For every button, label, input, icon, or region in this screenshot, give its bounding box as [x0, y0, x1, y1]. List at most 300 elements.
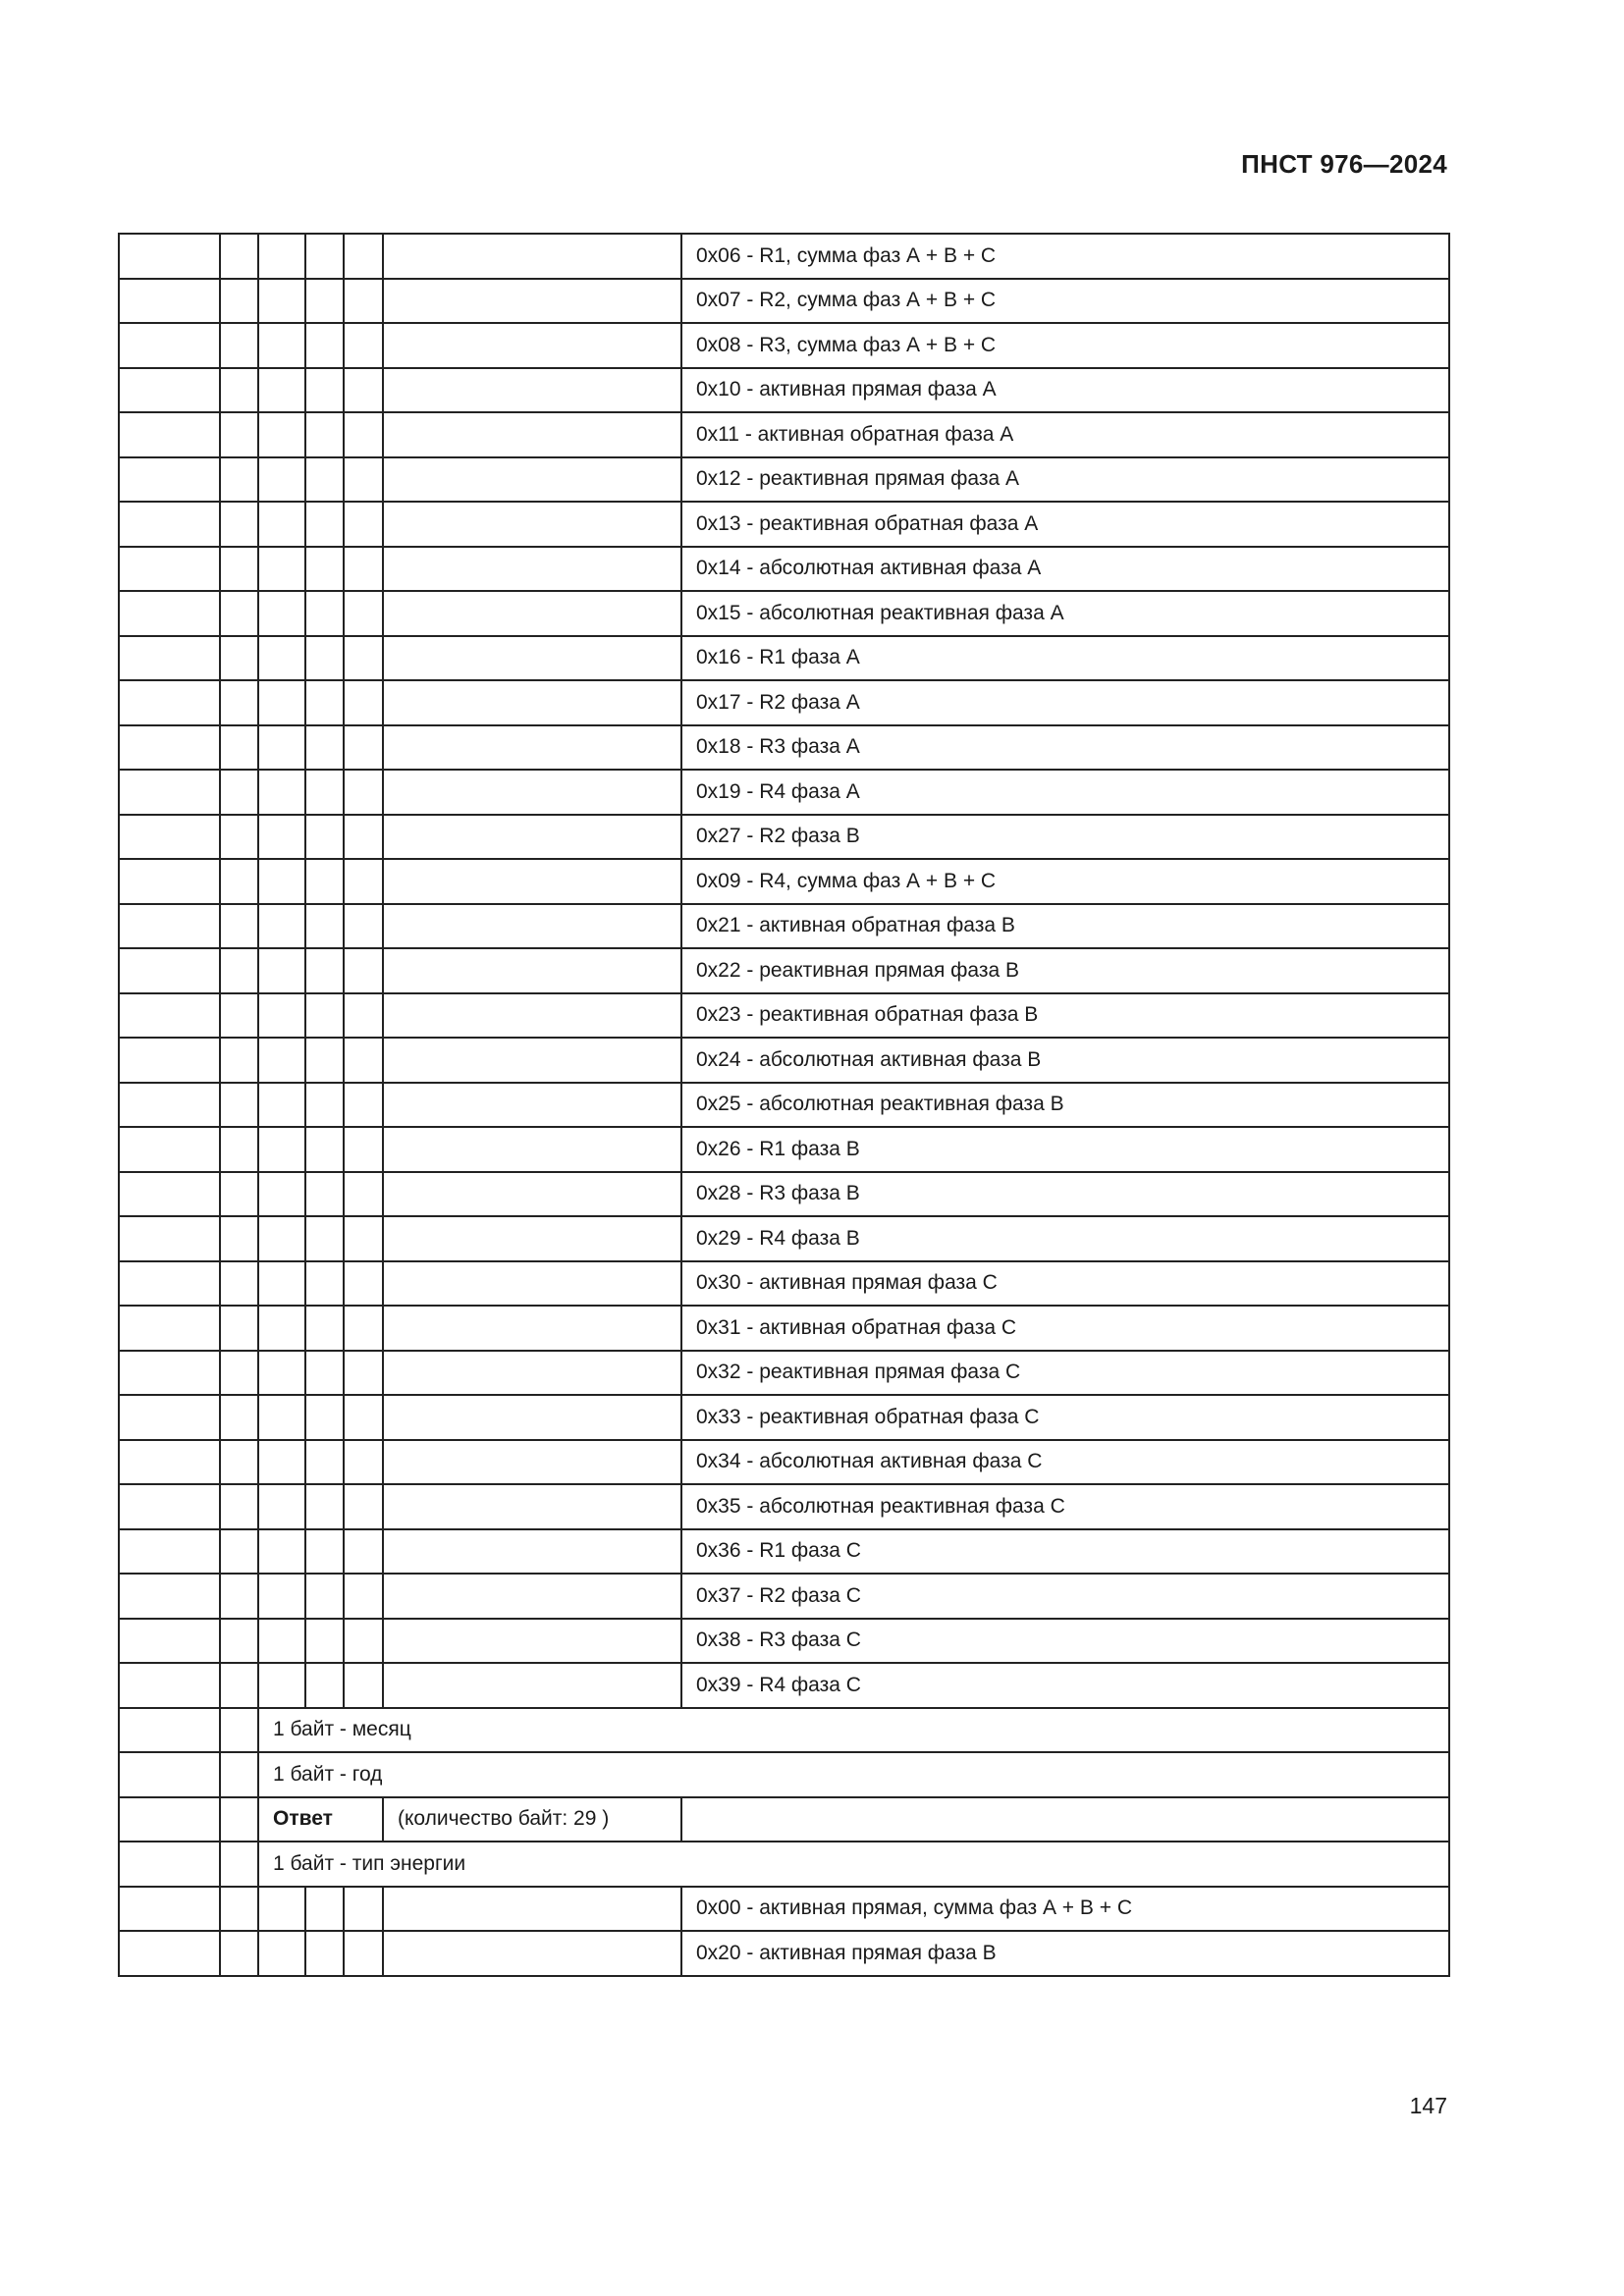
- code-description-cell: 0x38 - R3 фаза С: [681, 1619, 1449, 1664]
- table-row: [119, 815, 1449, 860]
- empty-cell: [258, 1306, 305, 1351]
- code-description-cell: 0x39 - R4 фаза С: [681, 1663, 1449, 1708]
- empty-cell: [258, 948, 305, 993]
- code-description-cell: 0x22 - реактивная прямая фаза В: [681, 948, 1449, 993]
- empty-cell: [344, 547, 383, 592]
- empty-cell: [119, 680, 220, 725]
- empty-cell: [258, 1172, 305, 1217]
- empty-cell: [383, 1887, 681, 1932]
- empty-cell: [305, 279, 344, 324]
- empty-cell: [305, 412, 344, 457]
- empty-cell: [220, 1663, 258, 1708]
- empty-cell: [344, 1172, 383, 1217]
- empty-cell: [258, 636, 305, 681]
- code-description-cell: 0x30 - активная прямая фаза С: [681, 1261, 1449, 1307]
- empty-cell: [119, 547, 220, 592]
- code-description-cell: 0x26 - R1 фаза В: [681, 1127, 1449, 1172]
- table-row: [119, 1083, 1449, 1128]
- empty-cell: [383, 547, 681, 592]
- empty-cell: [383, 815, 681, 860]
- empty-cell: [344, 1931, 383, 1976]
- table-row: [119, 636, 1449, 681]
- table-row: [119, 1752, 1449, 1797]
- empty-cell: [383, 457, 681, 503]
- table-row: [119, 234, 1449, 279]
- empty-cell: [119, 412, 220, 457]
- empty-cell: [119, 993, 220, 1039]
- table-row: [119, 725, 1449, 771]
- empty-cell: [220, 1172, 258, 1217]
- empty-cell: [258, 993, 305, 1039]
- empty-cell: [220, 279, 258, 324]
- empty-cell: [305, 1619, 344, 1664]
- empty-cell: [119, 1395, 220, 1440]
- empty-cell: [220, 1395, 258, 1440]
- table-row: [119, 1395, 1449, 1440]
- empty-cell: [258, 412, 305, 457]
- empty-cell: [220, 725, 258, 771]
- empty-cell: [220, 1529, 258, 1575]
- empty-cell: [305, 234, 344, 279]
- empty-cell: [220, 1797, 258, 1842]
- code-description-cell: 0x17 - R2 фаза А: [681, 680, 1449, 725]
- empty-cell: [258, 1395, 305, 1440]
- empty-cell: [344, 1529, 383, 1575]
- empty-cell: [119, 1708, 220, 1753]
- empty-cell: [119, 1306, 220, 1351]
- empty-cell: [119, 1931, 220, 1976]
- empty-cell: [258, 1484, 305, 1529]
- empty-cell: [220, 547, 258, 592]
- empty-cell: [344, 770, 383, 815]
- empty-cell: [344, 1574, 383, 1619]
- table-row: [119, 680, 1449, 725]
- code-description-cell: 0x00 - активная прямая, сумма фаз А + В + С: [681, 1887, 1449, 1932]
- empty-cell: [119, 859, 220, 904]
- empty-cell: [383, 1216, 681, 1261]
- empty-cell: [258, 1887, 305, 1932]
- code-description-cell: 0x35 - абсолютная реактивная фаза С: [681, 1484, 1449, 1529]
- table-row: [119, 1261, 1449, 1307]
- empty-cell: [258, 1574, 305, 1619]
- empty-cell: [119, 904, 220, 949]
- empty-cell: [344, 1887, 383, 1932]
- table-row: [119, 1708, 1449, 1753]
- code-description-cell: 0x32 - реактивная прямая фаза С: [681, 1351, 1449, 1396]
- empty-cell: [119, 1261, 220, 1307]
- empty-cell: [305, 815, 344, 860]
- empty-cell: [305, 1172, 344, 1217]
- code-description-cell: 0x12 - реактивная прямая фаза А: [681, 457, 1449, 503]
- empty-cell: [344, 636, 383, 681]
- empty-cell: [220, 457, 258, 503]
- table-row: [119, 547, 1449, 592]
- empty-cell: [305, 547, 344, 592]
- empty-cell: [119, 636, 220, 681]
- empty-cell: [220, 412, 258, 457]
- empty-cell: [258, 770, 305, 815]
- empty-cell: [258, 1038, 305, 1083]
- empty-cell: [344, 1038, 383, 1083]
- empty-cell: [305, 993, 344, 1039]
- code-description-cell: 0x10 - активная прямая фаза А: [681, 368, 1449, 413]
- empty-cell: [344, 993, 383, 1039]
- empty-cell: [305, 1395, 344, 1440]
- empty-cell: [220, 948, 258, 993]
- empty-cell: [305, 1529, 344, 1575]
- empty-cell: [344, 1440, 383, 1485]
- code-description-cell: 0x13 - реактивная обратная фаза А: [681, 502, 1449, 547]
- empty-cell: [258, 1440, 305, 1485]
- byte-month-cell: 1 байт - месяц: [258, 1708, 1449, 1753]
- empty-cell: [344, 1083, 383, 1128]
- document-header: ПНСТ 976—2024: [1241, 149, 1447, 179]
- empty-cell: [258, 1127, 305, 1172]
- code-description-cell: 0x34 - абсолютная активная фаза С: [681, 1440, 1449, 1485]
- empty-cell: [383, 234, 681, 279]
- empty-cell: [344, 904, 383, 949]
- empty-cell: [344, 323, 383, 368]
- empty-cell: [258, 904, 305, 949]
- empty-cell: [220, 1619, 258, 1664]
- empty-cell: [305, 502, 344, 547]
- code-description-cell: 0x07 - R2, сумма фаз А + В + С: [681, 279, 1449, 324]
- empty-cell: [220, 993, 258, 1039]
- empty-cell: [305, 1306, 344, 1351]
- table-row: [119, 1172, 1449, 1217]
- empty-cell: [258, 547, 305, 592]
- code-description-cell: 0x29 - R4 фаза В: [681, 1216, 1449, 1261]
- empty-cell: [383, 412, 681, 457]
- empty-cell: [383, 1484, 681, 1529]
- code-description-cell: 0x09 - R4, сумма фаз А + В + С: [681, 859, 1449, 904]
- table-row: [119, 1574, 1449, 1619]
- empty-cell: [383, 323, 681, 368]
- empty-cell: [344, 1619, 383, 1664]
- empty-cell: [344, 1261, 383, 1307]
- empty-cell: [344, 1484, 383, 1529]
- empty-cell: [344, 412, 383, 457]
- empty-cell: [383, 1306, 681, 1351]
- empty-cell: [258, 1351, 305, 1396]
- byte-energy-type-cell: 1 байт - тип энергии: [258, 1842, 1449, 1887]
- empty-cell: [344, 948, 383, 993]
- empty-cell: [344, 502, 383, 547]
- empty-cell: [119, 279, 220, 324]
- code-description-cell: 0x27 - R2 фаза В: [681, 815, 1449, 860]
- table-row: [119, 1351, 1449, 1396]
- empty-cell: [220, 1261, 258, 1307]
- empty-cell: [220, 1574, 258, 1619]
- empty-cell: [258, 323, 305, 368]
- empty-cell: [383, 591, 681, 636]
- empty-cell: [220, 1484, 258, 1529]
- empty-cell: [305, 591, 344, 636]
- table-row: [119, 1440, 1449, 1485]
- empty-cell: [383, 368, 681, 413]
- empty-cell: [119, 1887, 220, 1932]
- empty-cell: [383, 680, 681, 725]
- empty-cell: [119, 1663, 220, 1708]
- response-count-cell: (количество байт: 29 ): [383, 1797, 681, 1842]
- empty-cell: [119, 1083, 220, 1128]
- empty-cell: [383, 770, 681, 815]
- empty-cell: [305, 1083, 344, 1128]
- empty-cell: [305, 1127, 344, 1172]
- empty-cell: [344, 1395, 383, 1440]
- empty-cell: [258, 591, 305, 636]
- empty-cell: [119, 1574, 220, 1619]
- empty-cell: [344, 457, 383, 503]
- table-row: [119, 1216, 1449, 1261]
- empty-cell: [305, 725, 344, 771]
- code-description-cell: 0x16 - R1 фаза А: [681, 636, 1449, 681]
- empty-cell: [681, 1797, 1449, 1842]
- table-row: [119, 1931, 1449, 1976]
- empty-cell: [220, 1038, 258, 1083]
- code-description-cell: 0x25 - абсолютная реактивная фаза В: [681, 1083, 1449, 1128]
- empty-cell: [119, 770, 220, 815]
- empty-cell: [119, 1127, 220, 1172]
- empty-cell: [119, 591, 220, 636]
- empty-cell: [258, 1619, 305, 1664]
- empty-cell: [344, 725, 383, 771]
- empty-cell: [220, 770, 258, 815]
- empty-cell: [305, 904, 344, 949]
- empty-cell: [119, 1216, 220, 1261]
- code-description-cell: 0x15 - абсолютная реактивная фаза А: [681, 591, 1449, 636]
- empty-cell: [383, 993, 681, 1039]
- table-row: [119, 591, 1449, 636]
- code-description-cell: 0x36 - R1 фаза С: [681, 1529, 1449, 1575]
- empty-cell: [220, 1216, 258, 1261]
- empty-cell: [119, 1842, 220, 1887]
- empty-cell: [220, 1931, 258, 1976]
- empty-cell: [119, 1619, 220, 1664]
- table-row: [119, 457, 1449, 503]
- empty-cell: [220, 1752, 258, 1797]
- empty-cell: [305, 323, 344, 368]
- empty-cell: [383, 502, 681, 547]
- empty-cell: [119, 368, 220, 413]
- empty-cell: [305, 1574, 344, 1619]
- table-row: [119, 279, 1449, 324]
- empty-cell: [119, 323, 220, 368]
- code-description-cell: 0x19 - R4 фаза А: [681, 770, 1449, 815]
- empty-cell: [220, 591, 258, 636]
- empty-cell: [344, 1351, 383, 1396]
- empty-cell: [344, 279, 383, 324]
- table-row: [119, 502, 1449, 547]
- empty-cell: [258, 279, 305, 324]
- empty-cell: [383, 1529, 681, 1575]
- empty-cell: [383, 1038, 681, 1083]
- empty-cell: [383, 1351, 681, 1396]
- code-description-cell: 0x28 - R3 фаза В: [681, 1172, 1449, 1217]
- empty-cell: [258, 1931, 305, 1976]
- empty-cell: [383, 859, 681, 904]
- code-description-cell: 0x20 - активная прямая фаза В: [681, 1931, 1449, 1976]
- empty-cell: [305, 680, 344, 725]
- empty-cell: [258, 725, 305, 771]
- empty-cell: [344, 1306, 383, 1351]
- empty-cell: [383, 1574, 681, 1619]
- code-description-cell: 0x08 - R3, сумма фаз А + В + С: [681, 323, 1449, 368]
- empty-cell: [344, 1127, 383, 1172]
- code-description-cell: 0x14 - абсолютная активная фаза А: [681, 547, 1449, 592]
- table-row: [119, 412, 1449, 457]
- empty-cell: [119, 1351, 220, 1396]
- empty-cell: [383, 1440, 681, 1485]
- table-row: [119, 1529, 1449, 1575]
- empty-cell: [383, 279, 681, 324]
- table-row: [119, 1127, 1449, 1172]
- page-number: 147: [1409, 2093, 1447, 2118]
- table-row: [119, 770, 1449, 815]
- table-row: [119, 904, 1449, 949]
- table-row: [119, 1887, 1449, 1932]
- empty-cell: [344, 591, 383, 636]
- empty-cell: [220, 859, 258, 904]
- empty-cell: [305, 1484, 344, 1529]
- empty-cell: [258, 502, 305, 547]
- empty-cell: [383, 1619, 681, 1664]
- empty-cell: [305, 1216, 344, 1261]
- empty-cell: [119, 725, 220, 771]
- empty-cell: [258, 1216, 305, 1261]
- code-description-cell: 0x11 - активная обратная фаза А: [681, 412, 1449, 457]
- empty-cell: [220, 1708, 258, 1753]
- empty-cell: [220, 234, 258, 279]
- table-row: [119, 1306, 1449, 1351]
- empty-cell: [258, 859, 305, 904]
- table-row: [119, 1797, 1449, 1842]
- empty-cell: [344, 1663, 383, 1708]
- empty-cell: [220, 1083, 258, 1128]
- empty-cell: [119, 1038, 220, 1083]
- empty-cell: [119, 1797, 220, 1842]
- table-row: [119, 948, 1449, 993]
- empty-cell: [305, 1440, 344, 1485]
- empty-cell: [305, 948, 344, 993]
- empty-cell: [119, 1484, 220, 1529]
- empty-cell: [119, 234, 220, 279]
- empty-cell: [305, 636, 344, 681]
- table-row: [119, 1842, 1449, 1887]
- empty-cell: [305, 770, 344, 815]
- code-description-cell: 0x33 - реактивная обратная фаза С: [681, 1395, 1449, 1440]
- empty-cell: [305, 859, 344, 904]
- empty-cell: [383, 1127, 681, 1172]
- empty-cell: [383, 1261, 681, 1307]
- empty-cell: [220, 323, 258, 368]
- empty-cell: [258, 680, 305, 725]
- empty-cell: [220, 1887, 258, 1932]
- empty-cell: [383, 1083, 681, 1128]
- code-description-cell: 0x37 - R2 фаза С: [681, 1574, 1449, 1619]
- empty-cell: [220, 1842, 258, 1887]
- empty-cell: [305, 1663, 344, 1708]
- code-description-cell: 0x23 - реактивная обратная фаза В: [681, 993, 1449, 1039]
- table-row: [119, 1038, 1449, 1083]
- empty-cell: [305, 457, 344, 503]
- empty-cell: [258, 457, 305, 503]
- empty-cell: [305, 1261, 344, 1307]
- empty-cell: [383, 1663, 681, 1708]
- empty-cell: [119, 1440, 220, 1485]
- empty-cell: [305, 368, 344, 413]
- protocol-table: [118, 233, 1450, 1977]
- empty-cell: [383, 725, 681, 771]
- empty-cell: [344, 234, 383, 279]
- table-row: [119, 323, 1449, 368]
- empty-cell: [119, 502, 220, 547]
- table-row: [119, 368, 1449, 413]
- empty-cell: [119, 1529, 220, 1575]
- empty-cell: [220, 368, 258, 413]
- empty-cell: [344, 815, 383, 860]
- empty-cell: [220, 815, 258, 860]
- table-row: [119, 1663, 1449, 1708]
- empty-cell: [220, 502, 258, 547]
- empty-cell: [305, 1038, 344, 1083]
- empty-cell: [258, 368, 305, 413]
- empty-cell: [119, 815, 220, 860]
- table-row: [119, 993, 1449, 1039]
- code-description-cell: 0x31 - активная обратная фаза С: [681, 1306, 1449, 1351]
- code-description-cell: 0x24 - абсолютная активная фаза В: [681, 1038, 1449, 1083]
- empty-cell: [383, 948, 681, 993]
- empty-cell: [220, 1351, 258, 1396]
- empty-cell: [220, 1127, 258, 1172]
- empty-cell: [220, 636, 258, 681]
- table-row: [119, 1484, 1449, 1529]
- empty-cell: [119, 1752, 220, 1797]
- response-label-cell: Ответ: [258, 1797, 383, 1842]
- empty-cell: [383, 904, 681, 949]
- empty-cell: [258, 1261, 305, 1307]
- empty-cell: [344, 368, 383, 413]
- empty-cell: [383, 1931, 681, 1976]
- table-row: [119, 1619, 1449, 1664]
- empty-cell: [344, 859, 383, 904]
- empty-cell: [220, 680, 258, 725]
- empty-cell: [383, 636, 681, 681]
- empty-cell: [383, 1395, 681, 1440]
- empty-cell: [119, 948, 220, 993]
- empty-cell: [258, 1083, 305, 1128]
- empty-cell: [258, 815, 305, 860]
- empty-cell: [220, 1440, 258, 1485]
- empty-cell: [305, 1931, 344, 1976]
- empty-cell: [305, 1887, 344, 1932]
- empty-cell: [344, 680, 383, 725]
- empty-cell: [344, 1216, 383, 1261]
- code-description-cell: 0x06 - R1, сумма фаз А + В + С: [681, 234, 1449, 279]
- empty-cell: [119, 457, 220, 503]
- empty-cell: [220, 1306, 258, 1351]
- code-description-cell: 0x21 - активная обратная фаза В: [681, 904, 1449, 949]
- empty-cell: [119, 1172, 220, 1217]
- empty-cell: [305, 1351, 344, 1396]
- byte-year-cell: 1 байт - год: [258, 1752, 1449, 1797]
- table-row: [119, 859, 1449, 904]
- empty-cell: [383, 1172, 681, 1217]
- empty-cell: [258, 1529, 305, 1575]
- empty-cell: [258, 1663, 305, 1708]
- empty-cell: [258, 234, 305, 279]
- code-description-cell: 0x18 - R3 фаза А: [681, 725, 1449, 771]
